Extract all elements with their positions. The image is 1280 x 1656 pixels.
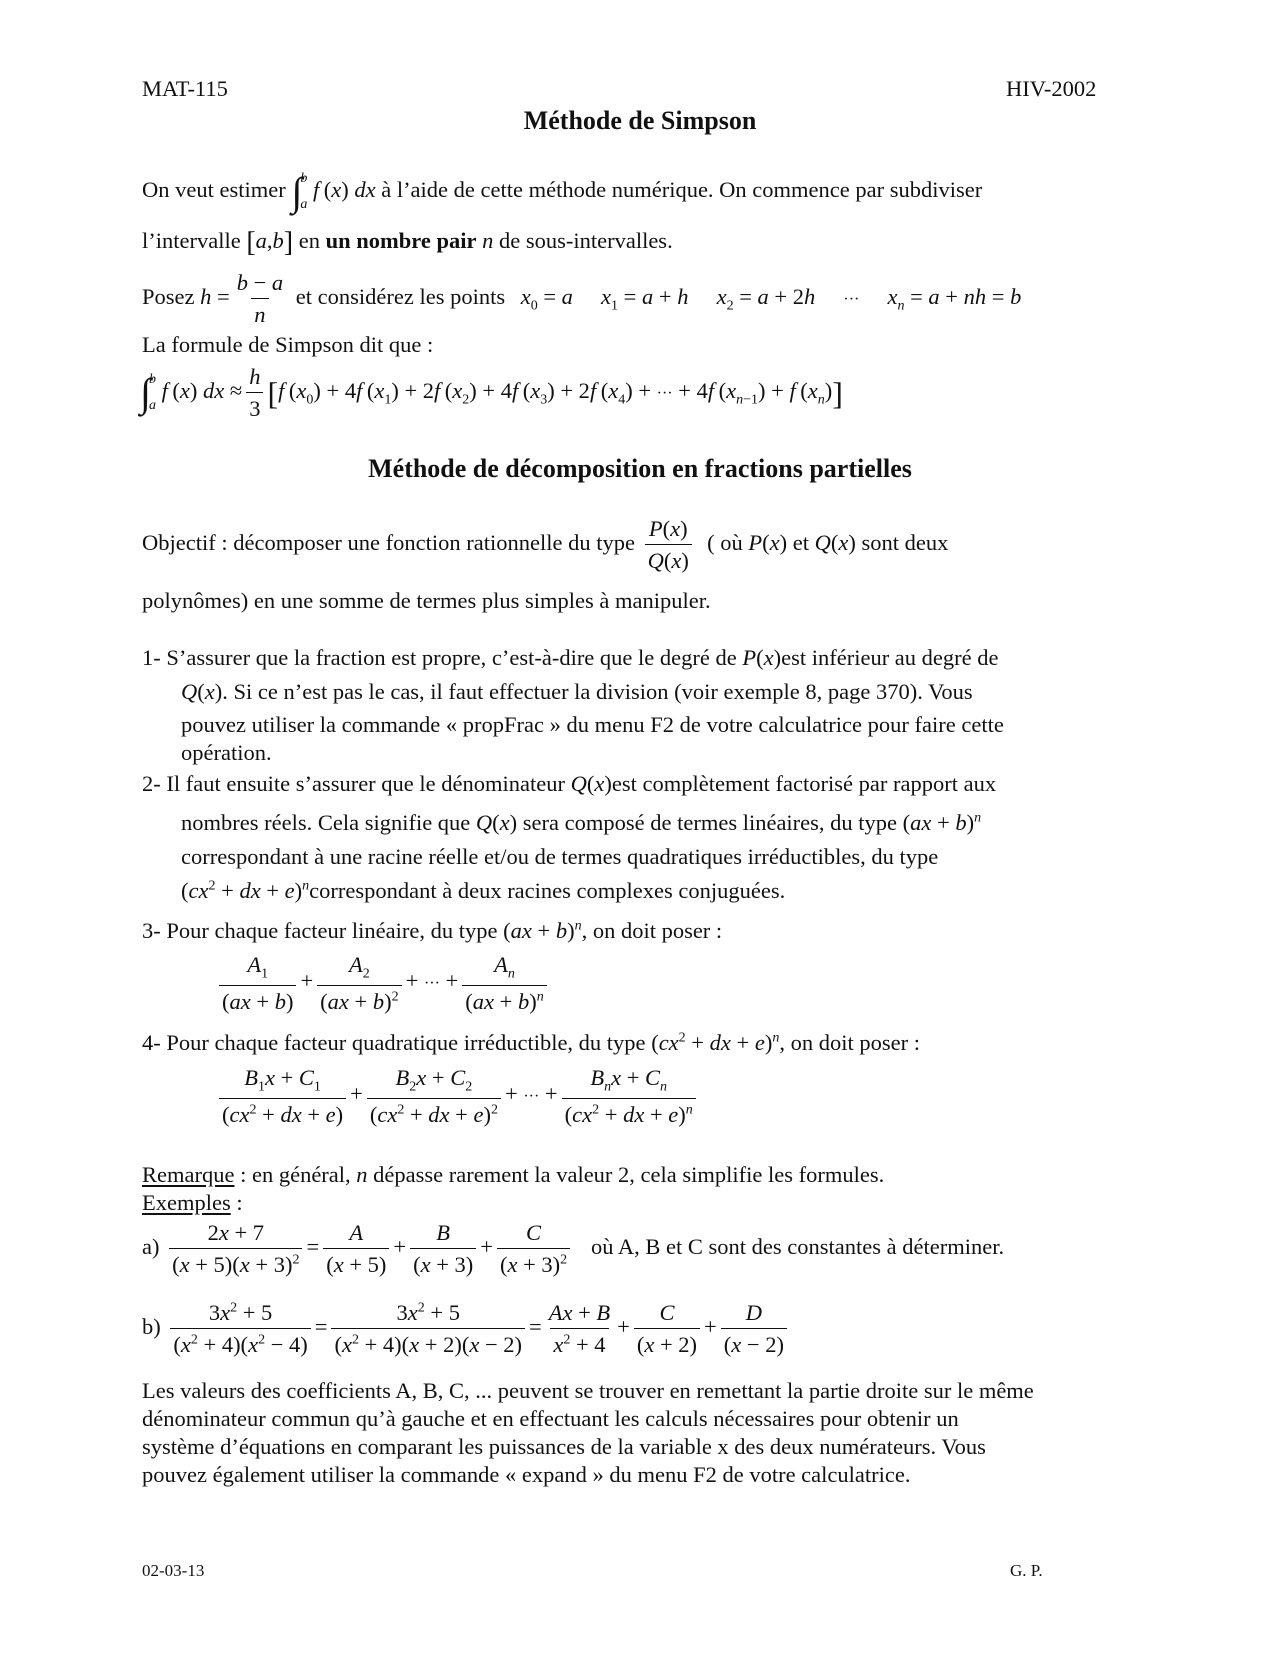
step3-end: , on doit poser : — [581, 918, 723, 943]
simpson-intro-line2: l’intervalle [a,b] en un nombre pair n de sous-intervalles. — [142, 226, 673, 258]
step3-text: 3- Pour chaque facteur linéaire, du type — [142, 918, 498, 943]
simpson-step-line — [142, 268, 1021, 330]
intro-text-c: l’intervalle — [142, 228, 241, 253]
step1-line2: Q(x). Si ce n’est pas le cas, il faut effectuer la division (voir exemple 8, page 370). Vous — [181, 679, 973, 704]
even-number-emphasis: un nombre pair — [325, 228, 477, 253]
step1-line3: pouvez utiliser la commande « propFrac » du menu F2 de votre calculatrice pour faire cette — [181, 712, 1004, 737]
step1-text-b: est inférieur au degré de — [781, 645, 999, 670]
step1-line1: 1- S’assurer que la fraction est propre, c’est-à-dire que le degré de P(x)est inférieur au degré de — [142, 645, 999, 670]
step2-text-d: sera composé de termes linéaires, du type — [522, 810, 898, 835]
fractions-title: Méthode de décomposition en fractions partielles — [368, 454, 912, 483]
step1-text-c: . Si ce n’est pas le cas, il faut effectuer la division (voir exemple 8, page 370). Vous — [222, 679, 973, 704]
p-over-q-fraction: $\frac{P(x)}{Q(x)}$ — [645, 514, 692, 576]
remarque-line: Remarque : en général, n dépasse rarement la valeur 2, cela simplifie les formules. — [142, 1162, 885, 1187]
footer-date: 02-03-13 — [142, 1561, 205, 1580]
exemples-colon: : — [230, 1190, 243, 1215]
step3-line: 3- Pour chaque facteur linéaire, du type (ax + b)$^n$, on doit poser : — [142, 918, 723, 943]
step2-line2: nombres réels. Cela signifie que Q(x) sera composé de termes linéaires, du type (ax + b)$^n$ — [181, 810, 982, 835]
conclusion-line4: pouvez également utiliser la commande « expand » du menu F2 de votre calculatrice. — [142, 1462, 911, 1487]
intro-text-e: de sous-intervalles. — [498, 228, 673, 253]
step2-text-b: est complètement factorisé par rapport aux — [611, 771, 997, 796]
step1-text-a: 1- S’assurer que la fraction est propre, c’est-à-dire que le degré de — [142, 645, 737, 670]
posez-label: Posez — [142, 283, 195, 309]
step2-text-a: 2- Il faut ensuite s’assurer que le dénominateur — [142, 771, 565, 796]
simpson-formula-intro: La formule de Simpson dit que : — [142, 332, 434, 357]
objective-text-d: sont deux — [861, 529, 949, 555]
example-a: a) $\frac{2x + 7}{(x + 5)(x + 3)^2}$ = $\frac{A}{(x + 5)}$ + $\frac{B}{(x + 3)}$ + $\frac{C}{(x + 3)^2}$ où A, B et C sont des constantes à déterminer. — [142, 1218, 1004, 1280]
objective-text-b: ( où — [707, 529, 743, 555]
step1-line4: opération. — [181, 740, 272, 765]
remarque-label: Remarque — [142, 1162, 235, 1187]
step2-line3: correspondant à une racine réelle et/ou de termes quadratiques irréductibles, du type — [181, 844, 939, 869]
h-definition: h = $\frac{b - a}{n}$ — [200, 284, 296, 309]
conclusion-line2: dénominateur commun qu’à gauche et en effectuant les calculs nécessaires pour obtenir un — [142, 1406, 959, 1431]
footer-author: G. P. — [1010, 1561, 1043, 1580]
simpson-intro-line1 — [142, 170, 982, 214]
points-sequence: $x_0 = a$ $x_1 = a + h$ $x_2 = a + 2h$ ··· $x_n = a$ + nh = b — [520, 283, 1022, 314]
intro-text-d: en — [298, 228, 320, 253]
step2-text-c: nombres réels. Cela signifie que — [181, 810, 471, 835]
objective-text-c: et — [792, 529, 809, 555]
example-a-label: a) — [142, 1233, 160, 1259]
step2-line4: ($cx^2$ + dx + e)$^n$correspondant à deux racines complexes conjuguées. — [181, 878, 786, 903]
intro-text-b: à l’aide de cette méthode numérique. On commence par subdiviser — [381, 177, 983, 203]
conclusion-line1: Les valeurs des coefficients A, B, C, ... peuvent se trouver en remettant la partie droite sur le même — [142, 1378, 1034, 1403]
exemples-line — [142, 1188, 243, 1217]
step4-text: 4- Pour chaque facteur quadratique irréductible, du type — [142, 1030, 646, 1055]
remarque-text-a: : en général, — [234, 1162, 351, 1187]
objective-line: Objectif : décomposer une fonction rationnelle du type $\frac{P(x)}{Q(x)}$ ( où P(x) et Q(x) sont deux — [142, 514, 948, 576]
linear-terms-formula: $\frac{A_1}{(ax + b)}$ + $\frac{A_2}{(ax + b)^2}$ + ··· + $\frac{A_n}{(ax + b)^n}$ — [215, 950, 551, 1016]
course-code: MAT-115 — [142, 76, 228, 101]
considerez-label: et considérez les points — [295, 283, 506, 309]
remarque-text-b: dépasse rarement la valeur 2, cela simplifie les formules. — [373, 1162, 885, 1187]
objective-line2: polynômes) en une somme de termes plus simples à manipuler. — [142, 588, 711, 613]
simpson-formula: ∫ b a f (x) dx ≈ $\frac{h}{3}$ [f $(x_0) + 4f$ $(x_1) + 2f$ $(x_2) + 4f$ $(x_3) + 2f$ $(x_4)$ + ··· + 4f $(x_{n-1}) + f$ $(x_n)$] — [140, 362, 843, 424]
term-label: HIV-2002 — [1006, 76, 1097, 101]
example-b: b) $\frac{3x^2 + 5}{(x^2 + 4)(x^2 - 4)}$ = $\frac{3x^2 + 5}{(x^2 + 4)(x + 2)(x - 2)}$ = $\frac{Ax + B}{x^2 + 4}$ + $\frac{C}{(x + 2)}$ + $\frac{D}{(x - 2)}$ — [142, 1298, 791, 1360]
step2-text-f: correspondant à deux racines complexes conjuguées. — [309, 878, 786, 903]
conclusion-line3: système d’équations en comparant les puissances de la variable x des deux numérateurs. Vous — [142, 1434, 986, 1459]
quadratic-terms-formula: $\frac{B_1x + C_1}{(cx^2 + dx + e)}$ + $\frac{B_2x + C_2}{(cx^2 + dx + e)^2}$ + ··· + $\frac{B_nx + C_n}{(cx^2 + dx + e)^n}$ — [215, 1063, 700, 1129]
interval-expression: [a,b] — [246, 226, 294, 258]
simpson-title: Méthode de Simpson — [523, 106, 757, 135]
exemples-label: Exemples — [142, 1190, 231, 1215]
intro-text-a: On veut estimer — [142, 177, 286, 203]
step4-line: 4- Pour chaque facteur quadratique irréductible, du type ($cx^2$ + dx + e)$^n$, on doit poser : — [142, 1030, 920, 1055]
step2-line1: 2- Il faut ensuite s’assurer que le dénominateur Q(x)est complètement factorisé par rapport aux — [142, 771, 997, 796]
integral-expression: ∫ b a f (x) dx — [291, 169, 376, 214]
step4-end: , on doit poser : — [779, 1030, 920, 1055]
example-b-label: b) — [142, 1313, 161, 1339]
objective-text-a: Objectif : décomposer une fonction rationnelle du type — [142, 529, 635, 555]
example-a-note: où A, B et C sont des constantes à déterminer. — [591, 1233, 1005, 1259]
